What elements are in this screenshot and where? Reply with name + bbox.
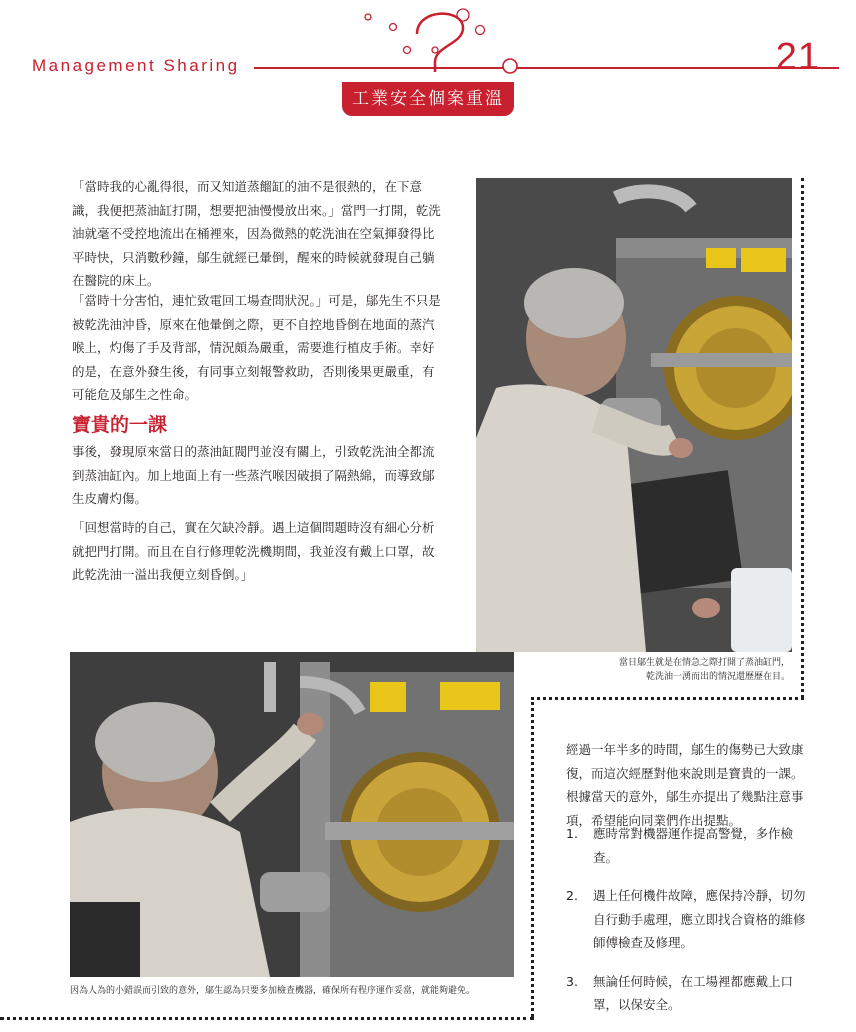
section-heading: 寶貴的一課 (72, 414, 168, 436)
photo-worker-checking-machine (70, 652, 514, 977)
list-item (566, 884, 810, 955)
dotted-divider-right (801, 178, 804, 698)
photo-1-caption-line-2: 乾洗油一湧而出的情況還歷歷在目。 (645, 672, 790, 682)
page-number: 21 (775, 36, 820, 78)
dotted-divider-middle (531, 697, 804, 700)
dotted-divider-center (531, 697, 534, 1017)
list-item-number: 1. (566, 826, 578, 841)
photo-worker-opening-machine (476, 178, 792, 652)
photo-1-caption-line-1: 當日鄔生就是在情急之際打開了蒸油缸門， (618, 658, 790, 668)
header-rule-left (254, 67, 504, 69)
list-item-text: 無論任何時候，在工場裡都應戴上口罩，以保安全。 (593, 973, 794, 1012)
list-item-number: 3. (566, 973, 578, 989)
tips-list (566, 822, 810, 1032)
section-label: Management Sharing (32, 56, 240, 75)
photo-2-caption: 因為人為的小錯誤而引致的意外，鄔生認為只要多加檢查機器，確保所有程序運作妥當，就能夠避免。 (70, 986, 476, 996)
question-mark-decoration (355, 0, 555, 90)
list-item-text: 遇上任何機件故障，應保持冷靜，切勿自行動手處理，應立即找合資格的維修師傅檢查及修理。 (593, 888, 806, 950)
list-item-number: 2. (566, 888, 578, 903)
photo-1-caption (560, 656, 790, 684)
paragraph-3: 事後，發現原來當日的蒸油缸閥門並沒有關上，引致乾洗油全都流到蒸油缸內。加上地面上有一些蒸汽喉因破損了隔熱綿，而導致鄔生皮膚灼傷。 (72, 444, 435, 506)
dotted-divider-bottom (0, 1017, 534, 1020)
paragraph-2: 「當時十分害怕，連忙致電回工場查問狀況。」可是，鄔先生不只是被乾洗油沖昏，原來在他暈倒之際，更不自控地昏倒在地面的蒸汽喉上，灼傷了手及背部，情況頗為嚴重，需要進行植皮手術。幸好的是，在意外發生後，有同事立刻報警救助，否則後果更嚴重，有可能危及鄔生之性命。 (72, 293, 441, 402)
paragraph-4: 「回想當時的自己，實在欠缺冷靜。遇上這個問題時沒有細心分析就把門打開。而且在自行修理乾洗機期間，我並沒有戴上口罩，故此乾洗油一溢出我便立刻昏倒。」 (72, 520, 435, 582)
paragraph-1: 「當時我的心亂得很，而又知道蒸餾缸的油不是很熱的，在下意識，我便把蒸油缸打開，想要把油慢慢放出來。」當門一打開，乾洗油就毫不受控地流出在桶裡來，因為微熱的乾洗油在空氣揮發得比平時快，只消數秒鐘，鄔生就經已暈倒，醒來的時候就發現自己躺在醫院的床上。 (72, 179, 441, 288)
page-title: 工業安全個案重溫 (342, 82, 514, 116)
list-item-text: 應時常對機器運作提高警覺，多作檢查。 (593, 826, 794, 865)
paragraph-5: 經過一年半多的時間，鄔生的傷勢已大致康復，而這次經歷對他來說則是寶貴的一課。根據當天的意外，鄔生亦提出了幾點注意事項，希望能向同業們作出提點。 (566, 742, 804, 828)
list-item (566, 970, 810, 1017)
list-item (566, 822, 810, 869)
